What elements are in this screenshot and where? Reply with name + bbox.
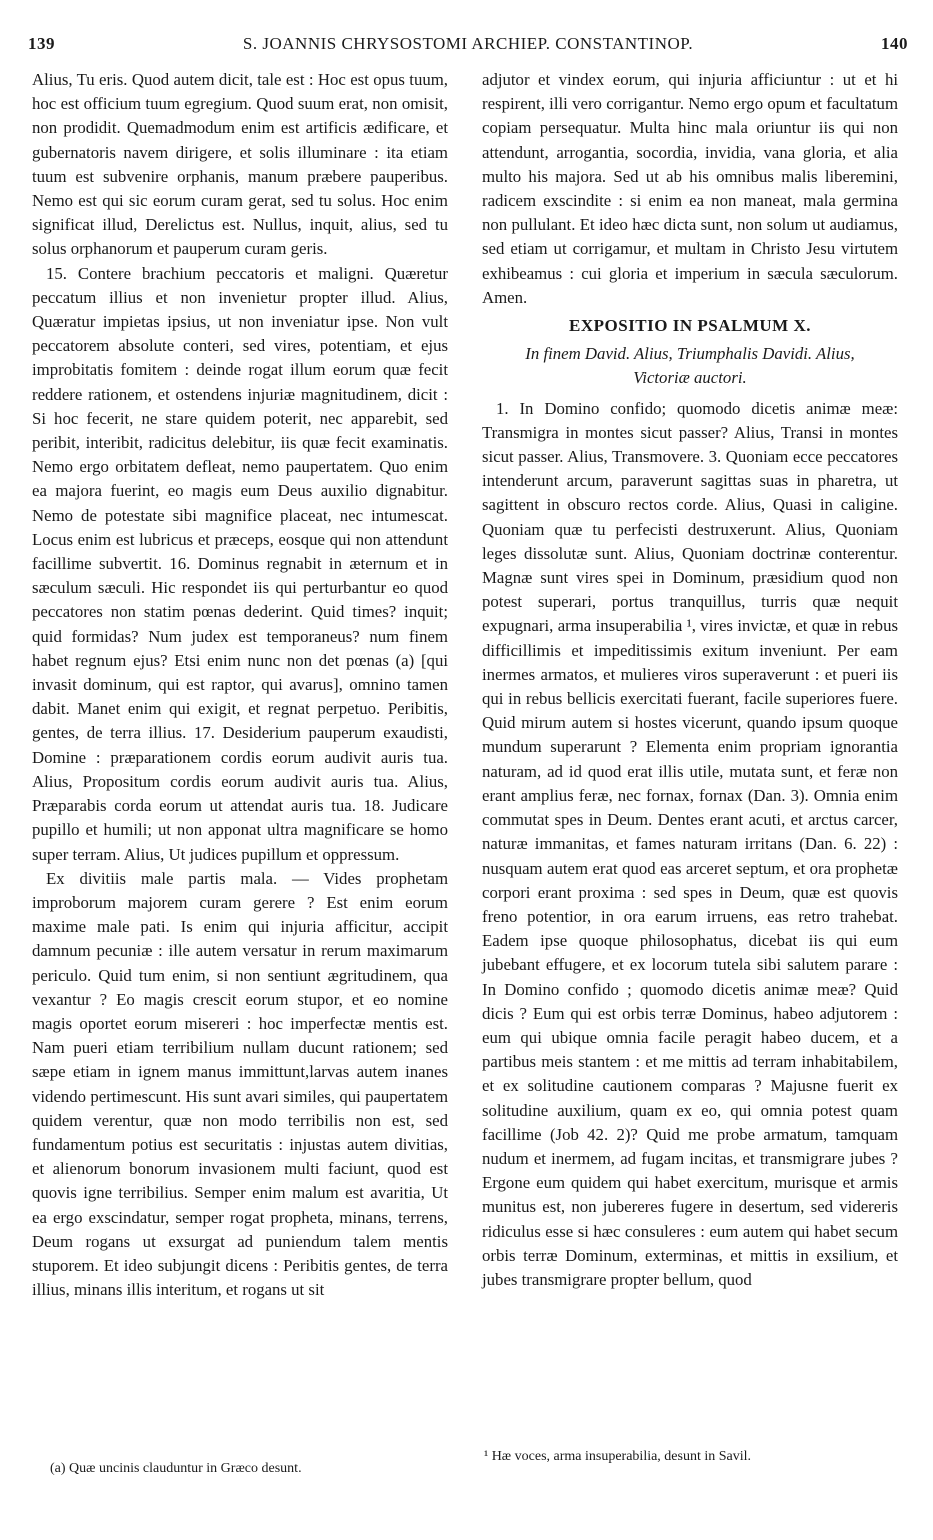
footnote-right: ¹ Hæ voces, arma insuperabilia, desunt in Savil. bbox=[484, 1449, 752, 1464]
paragraph: Alius, Tu eris. Quod autem dicit, tale est : Hoc est opus tuum, hoc est officium tuum egregium. Quod suum erat, non omisit, non prodidit. Quemadmodum enim est artificis ædificare, et gubernatoris navem dirigere, et solis illuminare : ita etiam tuum est subvenire orphanis, manum præbere pauperibus. Nemo est qui sic eorum curam gerat, sed tu solus. Hoc enim significat illud, Derelictus est. Nullus, inquit, alius, sed tu solus orphanorum et pauperum curam geris. bbox=[32, 70, 448, 259]
left-column bbox=[32, 68, 448, 1302]
page-number-left: 139 bbox=[28, 34, 55, 53]
section-subtitle: Victoriæ auctori. bbox=[633, 368, 747, 388]
right-column bbox=[482, 68, 898, 1292]
page-number-right: 140 bbox=[881, 34, 908, 53]
running-header bbox=[28, 34, 908, 60]
section-title: EXPOSITIO IN PSALMUM X. bbox=[569, 316, 811, 336]
footnote-left: (a) Quæ uncinis clauduntur in Græco desunt. bbox=[50, 1461, 302, 1476]
paragraph: Ex divitiis male partis mala. — Vides prophetam improborum majorem curam gerere ? Est enim eorum maxime male pati. Is enim qui injuria afficitur, accipit damnum pecuniæ : ille autem versatur in rerum maximarum periculo. Quid tum enim, si non sentiunt ægritudinem, qua vexantur ? Eo magis crescit eorum stupor, et eo nomine magis oportet eorum misereri : hoc imperfectæ mentis est. Nam pueri etiam terribilium nullam ducunt rationem; sed sæpe etiam in ignem manus immittunt,larvas autem inanes videndo pertimescunt. His sunt avari similes, qui paupertatem quidem verentur, quæ non modo terribilis non est, sed fundamentum potius est securitatis : injustas autem divitias, et alienorum bonorum invasionem multi faciunt, quod est quovis igne terribilius. Semper enim malum est avaritia, Ut ea ergo exscindatur, semper rogat propheta, minans, terrens, Deum rogans ut exsurgat ad puniendum talem mentis stuporem. Et ideo subjungit dicens : Peribitis gentes, de terra illius, minans illis interitum, et rogans ut sit bbox=[32, 868, 448, 1300]
paragraph: 15. Contere brachium peccatoris et maligni. Quæretur peccatum illius et non invenietur propter illud. Alius, Quæratur impietas ipsius, ut non inveniatur ipse. Non vult peccatorem absolute conteri, sed vires, potentiam, et ejus improbitatis fomitem : deinde rogat illum eorum quæ fecit reddere rationem, et ostendens injuriæ magnitudinem, dicit : Si hoc fecerit, ne stare quidem poterit, nec apparebit, sed peribit, interibit, radicitus delebitur, iis quæ fecit examinatis. Nemo ergo orbitatem defleat, nemo paupertatem. Quo enim ea majora fuerint, eo magis eum Deus auxilio dignabitur. Nemo de potestate sibi magnifice placeat, nec intumescat. Locus enim est lubricus et præceps, eosque qui non attendunt facillime subvertit. 16. Dominus regnabit in æternum et in sæculum sæculi. Hic respondet iis qui perturbantur eo quod peccatores non statim pœnas dederint. Quid times? inquit; quid formidas? Num judex est temporaneus? num finem habet regnum ejus? Etsi enim nunc non det pœnas (a) [qui invasit dominum, qui est raptor, qui avarus], omnino tamen dabit. Manet enim qui exigit, et regnat perpetuo. Peribitis, gentes, de terra illius. 17. Desiderium pauperum exaudisti, Domine : præparationem cordis eorum audivit auris tua. Alius, Propositum cordis eorum audivit auris tua. Alius, Præparabis corda eorum ut attendat auris tua. 18. Judicare pupillo et humili; ut non apponat ultra magnificare se homo super terram. Alius, Ut judices pupillum et oppressum. bbox=[32, 263, 448, 864]
section-subtitle: In finem David. Alius, Triumphalis Davidi. Alius, bbox=[525, 344, 855, 364]
paragraph: adjutor et vindex eorum, qui injuria afficiuntur : ut et hi respirent, illi vero corrigantur. Nemo ergo opum et facultatum copiam persequatur. Multa hinc mala oriuntur iis qui non attendunt, arrogantia, socordia, invidia, vana gloria, et alia multo his majora. Sed ut ab his omnibus malis liberemini, radicem exscindite : si enim ea non maneat, mala germina non pullulant. Et ideo hæc dicta sunt, non solum ut audiamus, sed etiam ut corrigamur, et multam in Christo Jesu virtutem exhibeamus : cui gloria et imperium in sæcula sæculorum. Amen. bbox=[482, 70, 898, 307]
running-title: S. JOANNIS CHRYSOSTOMI ARCHIEP. CONSTANTINOP. bbox=[242, 34, 694, 53]
paragraph: 1. In Domino confido; quomodo dicetis animæ meæ: Transmigra in montes sicut passer? Alius, Transi in montes sicut passer. Alius, Transmovere. 3. Quoniam ecce peccatores intenderunt arcum, paraverunt sagittas suas in pharetra, ut sagittent in obscuro rectos corde. Alius, Quasi in caligine. Quoniam quæ tu perfecisti destruxerunt. Alius, Quoniam leges dissolutæ sunt. Alius, Quoniam doctrinæ conterentur. Magnæ sunt vires spei in Dominum, præsidium quod non potest superari, portus tranquillus, turris quæ nequit expugnari, arma insuperabilia ¹, vires invictæ, et quæ in rebus difficillimis et impeditissimis exitum inveniunt. Per eam inermes armatos, et mulieres viros superaverunt : et pueri iis qui in rebus bellicis exercitati fuerant, facile superiores fuere. Quid mirum autem si hostes vicerunt, quando ipsum quoque mundum superarunt ? Elementa enim propriam ignorantia naturam, ad id quod erat illis utile, mutata sunt, et feræ non erant amplius feræ, nec fornax, fornax (Dan. 3). Omnia enim commutat spes in Deum. Dentes erant acuti, et arctus carcer, naturæ immanitas, et fames naturam irritans (Dan. 6. 22) : nusquam autem erat quod eas arceret septum, et ora prophetæ corpori erant proxima : sed spes in Deum, quæ est quovis freno potentior, in ora earum irruens, eas retro trahebat. Eadem ipse quoque philosophatus, dicebat iis qui eum jubebant effugere, et ex locorum tutela sibi salutem parare : In Domino confido ; quomodo dicetis animæ meæ? Quid dicis ? Eum qui est orbis terræ Dominus, habeo adjutorem : eum qui ubique omnia facile peragit habeo ducem, et a partibus meis stantem : et me mittis ad terram inhabitabilem, et ex solitudine cautionem comparas ? Majusne fuerit ex solitudine auxilium, quam ex eo, qui omnia potest quam facillime (Job 42. 2)? Quid me probe armatum, tamquam nudum et inermem, ad fugam incitas, et transmigrare jubes ? Ergone eum quidem qui habet exercitum, murisque et armis munitus est, non jubereres fugere in desertum, sed videreris ridiculus esse si hæc consuleres : eum autem qui habet secum orbis terræ Dominum, exterminas, et mittis in exsilium, et jubes transmigrare propter bellum, quod bbox=[482, 398, 898, 1289]
